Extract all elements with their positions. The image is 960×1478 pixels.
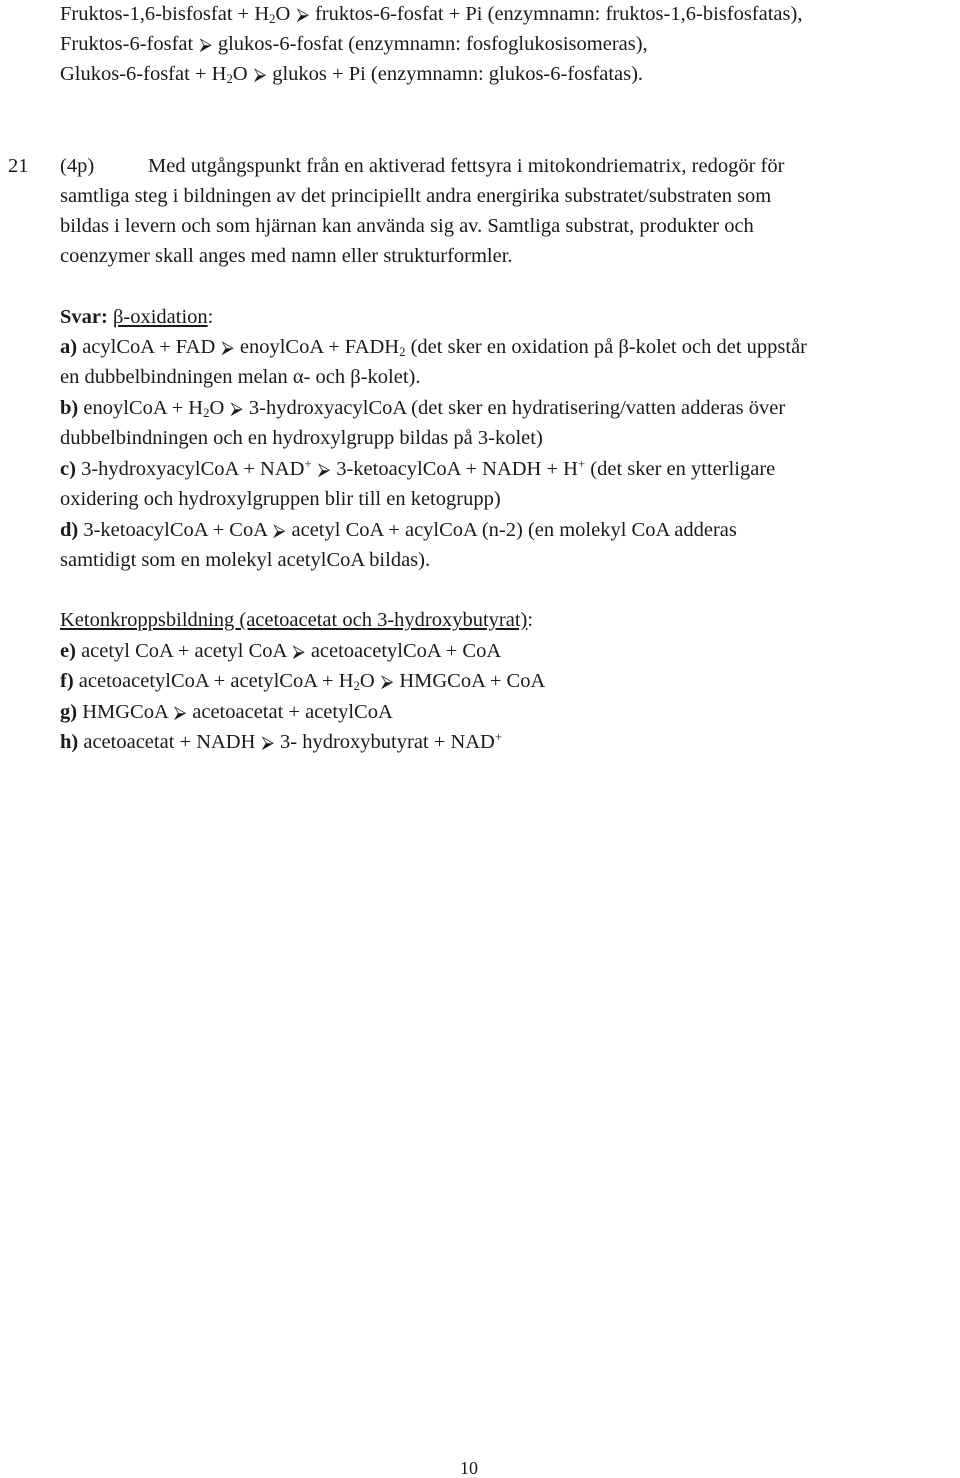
question-line-3: bildas i levern och som hjärnan kan använda sig av. Samtliga substrat, produkter och [60,215,754,237]
arrow-icon: ⮚ [230,399,243,419]
step-h: h) acetoacetat + NADH ⮚ 3- hydroxybutyrat + NAD+ [60,730,503,753]
step-e: e) acetyl CoA + acetyl CoA ⮚ acetoacetylCoA + CoA [60,640,502,662]
step-b: b) enoylCoA + $H_2O$ ⮚ 3-hydroxyacylCoA (det sker en hydratisering/vatten adderas över [60,397,786,420]
question-number: 21 [8,155,29,177]
step-a: a) acylCoA + FAD ⮚ enoylCoA + $FADH_2$ (det sker en oxidation på β-kolet och det uppstår [60,336,807,359]
step-d: d) 3-ketoacylCoA + CoA ⮚ acetyl CoA + acylCoA (n-2) (en molekyl CoA adderas [60,519,737,541]
arrow-icon: ⮚ [173,703,187,723]
arrow-icon: ⮚ [273,521,286,541]
step-g: g) HMGCoA ⮚ acetoacetat + acetylCoA [60,701,393,723]
reaction-line-2: Fruktos-6-fosfat ⮚ glukos-6-fosfat (enzymnamn: fosfoglukosisomeras), [60,33,648,55]
step-b-cont: dubbelbindningen och en hydroxylgrupp bildas på 3-kolet) [60,427,543,449]
step-a-cont: en dubbelbindningen melan α- och β-kolet). [60,366,421,388]
reaction-line-3: Glukos-6-fosfat + $H_2O$ ⮚ glukos + Pi (enzymnamn: glukos-6-fosfatas). [60,63,644,86]
answer-heading: Svar: β-oxidation: [60,306,214,328]
arrow-icon: ⮚ [292,642,305,662]
question-line-1: Med utgångspunkt från en aktiverad fettsyra i mitokondriematrix, redogör för [148,155,785,177]
step-d-cont: samtidigt som en molekyl acetylCoA bildas). [60,549,431,571]
question-line-2: samtliga steg i bildningen av det principiellt andra energirika substratet/substraten som [60,185,772,207]
arrow-icon: ⮚ [199,35,212,55]
question-line-4: coenzymer skall anges med namn eller strukturformler. [60,245,513,267]
arrow-icon: ⮚ [380,672,394,692]
arrow-icon: ⮚ [221,338,234,358]
arrow-icon: ⮚ [296,5,309,25]
keton-heading: Ketonkroppsbildning (acetoacetat och 3-hydroxybutyrat): [60,609,534,631]
arrow-icon: ⮚ [261,733,274,753]
step-f: f) acetoacetylCoA + acetylCoA + $H_2O$ ⮚ HMGCoA + CoA [60,670,546,693]
step-c: c) 3-hydroxyacylCoA + NAD+ ⮚ 3-ketoacylCoA + NADH + H+ (det sker en ytterligare [60,457,776,480]
reaction-line-1: Fruktos-1,6-bisfosfat + $H_2O$ ⮚ fruktos-6-fosfat + Pi (enzymnamn: fruktos-1,6-bisfosfatas), [60,3,803,26]
question-points: (4p) [60,155,95,177]
page-number: 10 [460,1458,478,1478]
arrow-icon: ⮚ [317,460,331,480]
arrow-icon: ⮚ [253,65,267,85]
step-c-cont: oxidering och hydroxylgruppen blir till en ketogrupp) [60,488,501,510]
